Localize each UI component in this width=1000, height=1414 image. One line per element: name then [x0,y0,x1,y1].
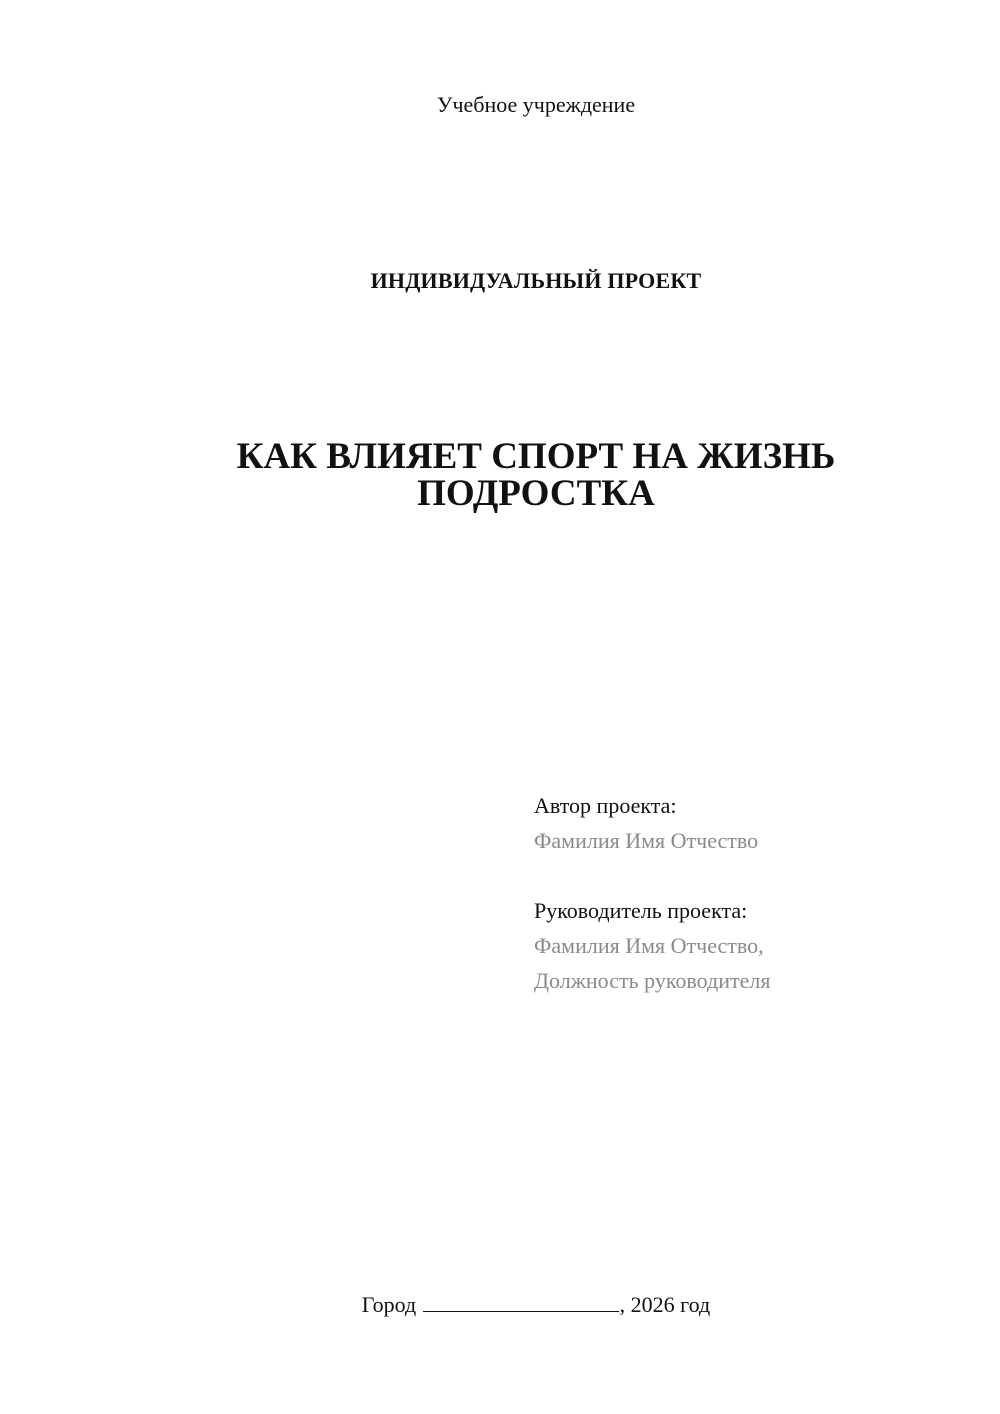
year-text: , 2026 год [619,1292,711,1317]
city-blank-line [423,1295,619,1312]
supervisor-label: Руководитель проекта: [534,898,748,923]
institution-name: Учебное учреждение [436,92,636,117]
city-label: Город [361,1292,417,1317]
spacer [534,858,954,893]
author-label: Автор проекта: [534,793,677,818]
project-title [0,438,1000,512]
supervisor-position: Должность руководителя [534,968,771,993]
city-year-line [0,1292,1000,1318]
project-title-line-2: ПОДРОСТКА [417,473,655,514]
project-type-heading: ИНДИВИДУАЛЬНЫЙ ПРОЕКТ [370,268,702,293]
supervisor-name: Фамилия Имя Отчество, [534,933,764,958]
author-name: Фамилия Имя Отчество [534,828,759,853]
project-title-line-1: КАК ВЛИЯЕТ СПОРТ НА ЖИЗНЬ [236,436,836,477]
project-info-block [534,788,954,998]
